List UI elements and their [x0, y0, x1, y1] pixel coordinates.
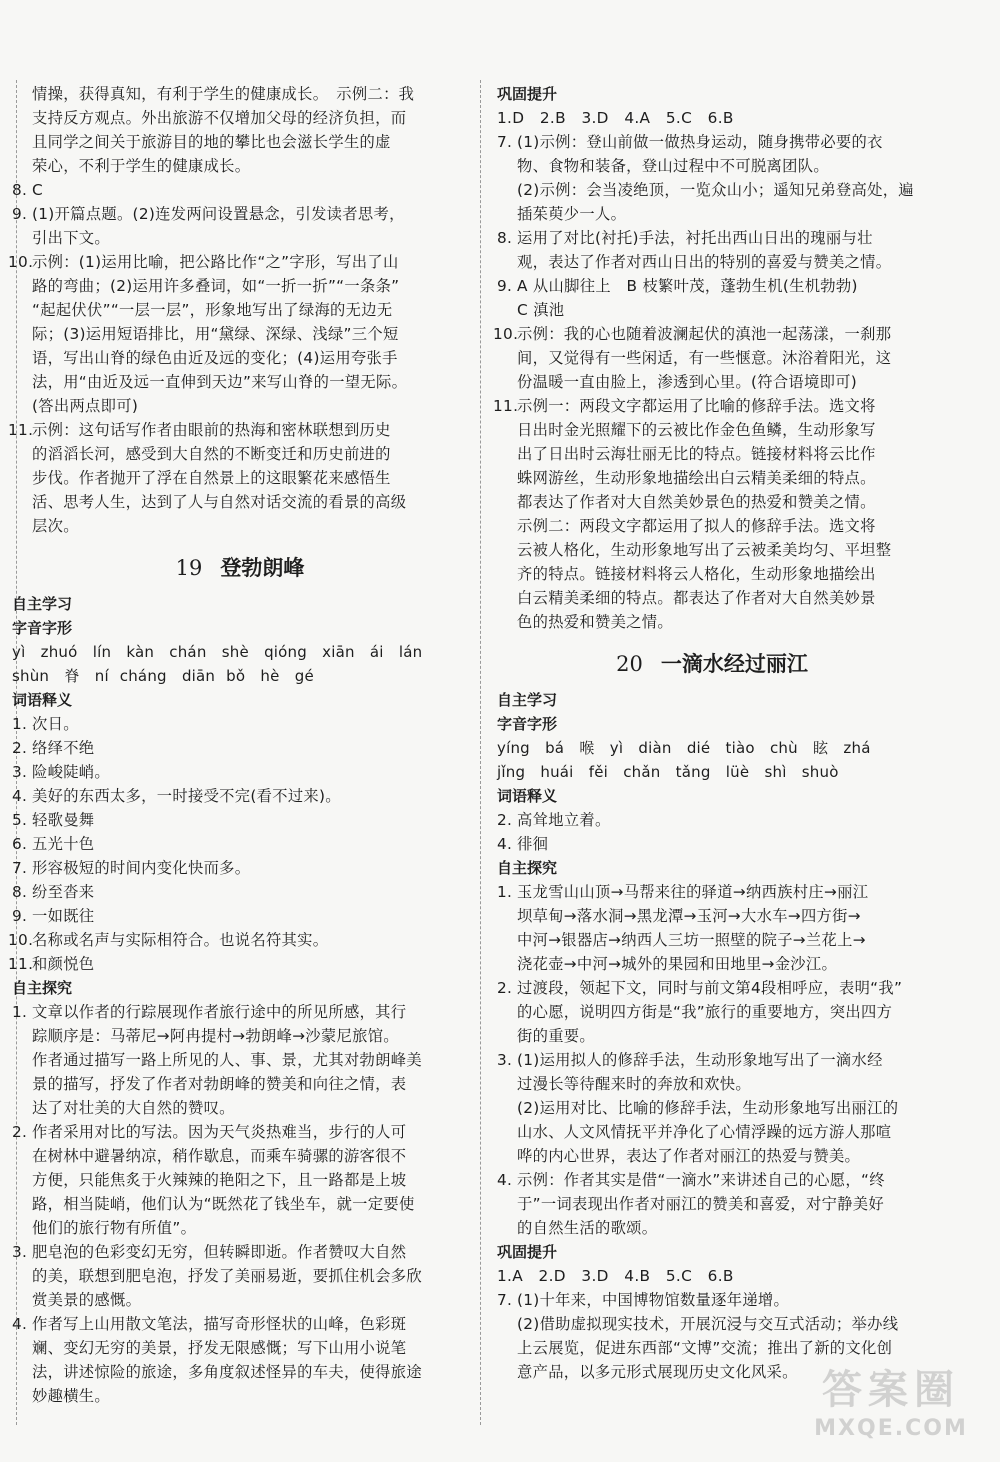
vocab-number: 4. — [12, 787, 28, 805]
exploration-line: 玉龙雪山山顶→马帮来往的驿道→纳西族村庄→丽江 — [517, 883, 869, 901]
answer-line: 示例一：两段文字都运用了比喻的修辞手法。选文将 — [517, 397, 876, 415]
exploration-line: 踪顺序是：马蒂尼→阿冉提村→勃朗峰→沙蒙尼旅馆。 — [32, 1027, 399, 1045]
answer-line: 活、思考人生，达到了人与自然对话交流的看景的高级 — [32, 493, 407, 511]
vocab-item — [12, 760, 468, 784]
exploration-number: 4. — [12, 1315, 28, 1333]
vocab-item — [8, 928, 468, 952]
answer-line: 层次。 — [32, 517, 79, 535]
section-title-text: 登勃朗峰 — [220, 555, 305, 580]
watermark-logo-text: 答案圈 — [822, 1367, 960, 1413]
heading-self-study: 自主学习 — [12, 595, 73, 613]
answer-line: 间，又觉得有一些闲适，有一些惬意。沐浴着阳光，这 — [517, 349, 892, 367]
exploration-line: 在树林中避暑纳凉，稍作歇息，而乘车骑骡的游客很不 — [32, 1147, 407, 1165]
intro-line-3: 且同学之间关于旅游目的地的攀比也会滋长学生的虚 — [32, 133, 391, 151]
exploration-item-1 — [497, 880, 927, 976]
answer-7 — [497, 130, 927, 226]
exploration-number: 3. — [497, 1051, 513, 1069]
exploration-line: 路，相当陡峭，他们认为“既然花了钱坐车，就一定要使 — [32, 1195, 415, 1213]
section-number: 20 — [616, 652, 643, 676]
watermark-site-text: MXQE.COM — [814, 1416, 968, 1441]
vocab-number: 2. — [497, 811, 513, 829]
answer-number: 7. — [497, 1291, 513, 1309]
answer-line: 运用了对比(衬托)手法，衬托出西山日出的瑰丽与壮 — [517, 229, 873, 247]
vocab-text: 形容极短的时间内变化快而多。 — [32, 859, 251, 877]
vocab-item — [8, 952, 468, 976]
answer-line: 引出下文。 — [32, 229, 110, 247]
answer-line: (1)十年来，中国博物馆数量逐年递增。 — [517, 1291, 790, 1309]
exploration-line: 他们的旅行物有所值”。 — [32, 1219, 197, 1237]
pinyin-line: jǐng huái fěi chǎn tǎng lüè shì shuò — [497, 763, 839, 781]
answer-line: (1)开篇点题。(2)连发两问设置悬念，引发读者思考， — [32, 205, 405, 223]
answer-number: 8. — [497, 229, 513, 247]
left-column — [8, 82, 468, 1408]
right-column — [493, 82, 927, 1384]
answer-9 — [12, 202, 468, 250]
answer-10 — [493, 322, 927, 394]
vocab-text: 次日。 — [32, 715, 79, 733]
answer-text: C — [32, 181, 43, 199]
answer-line: 观，表达了作者对西山日出的特别的喜爱与赞美之情。 — [517, 253, 892, 271]
exploration-item-1 — [12, 1000, 468, 1120]
heading-vocabulary: 词语释义 — [497, 787, 558, 805]
exploration-line: 坝草甸→落水洞→黑龙潭→玉河→大水车→四方街→ — [517, 907, 861, 925]
answer-8 — [12, 178, 468, 202]
vocab-number: 8. — [12, 883, 28, 901]
answer-line: 色的热爱和赞美之情。 — [517, 613, 673, 631]
vocab-number: 6. — [12, 835, 28, 853]
answer-line: 意产品，以多元形式展现历史文化风采。 — [517, 1363, 798, 1381]
vocab-number: 9. — [12, 907, 28, 925]
vocab-number: 7. — [12, 859, 28, 877]
answer-line: 都表达了作者对大自然美妙景色的热爱和赞美之情。 — [517, 493, 876, 511]
answer-line: 白云精美柔细的特点。都表达了作者对大自然美妙景 — [517, 589, 876, 607]
exploration-number: 4. — [497, 1171, 513, 1189]
vocab-item — [497, 808, 927, 832]
exploration-line: 作者采用对比的写法。因为天气炎热难当，步行的人可 — [32, 1123, 407, 1141]
vocab-item — [12, 880, 468, 904]
vocab-item — [12, 712, 468, 736]
section-20-title — [497, 644, 927, 684]
vocab-item — [12, 784, 468, 808]
answer-line: A 从山脚往上 B 枝繁叶茂，蓬勃生机(生机勃勃) — [517, 277, 858, 295]
exploration-line: 示例：作者其实是借“一滴水”来讲述自己的心愿，“终 — [517, 1171, 885, 1189]
heading-self-study: 自主学习 — [497, 691, 558, 709]
exploration-line: 的心愿，说明四方街是“我”旅行的重要地方，突出四方 — [517, 1003, 893, 1021]
exploration-number: 2. — [12, 1123, 28, 1141]
exploration-line: 景的描写，抒发了作者对勃朗峰的赞美和向往之情，表 — [32, 1075, 407, 1093]
exploration-number: 2. — [497, 979, 513, 997]
exploration-line: (2)运用对比、比喻的修辞手法，生动形象地写出丽江的 — [517, 1099, 899, 1117]
vocab-text: 轻歌曼舞 — [32, 811, 95, 829]
answer-line: (2)借助虚拟现实技术，开展沉浸与交互式活动；举办线 — [517, 1315, 899, 1333]
exploration-line: 赏美景的感慨。 — [32, 1291, 142, 1309]
vocab-item — [12, 856, 468, 880]
answer-number: 9. — [12, 205, 28, 223]
answer-number: 9. — [497, 277, 513, 295]
exploration-item-4 — [12, 1312, 468, 1408]
exploration-item-4 — [497, 1168, 927, 1240]
heading-exploration: 自主探究 — [497, 859, 558, 877]
section-19-title — [12, 548, 468, 588]
vocab-number: 11. — [8, 955, 34, 973]
answer-11 — [493, 394, 927, 634]
exploration-item-2 — [497, 976, 927, 1048]
answer-line: 际；(3)运用短语排比，用“黛绿、深绿、浅绿”三个短 — [32, 325, 399, 343]
exploration-item-2 — [12, 1120, 468, 1240]
exploration-line: 街的重要。 — [517, 1027, 595, 1045]
vocab-item — [12, 832, 468, 856]
answer-line: 插茱萸少一人。 — [517, 205, 627, 223]
exploration-line: 达了对壮美的大自然的赞叹。 — [32, 1099, 235, 1117]
answer-line: 的滔滔长河，感受到大自然的不断变迁和历史前进的 — [32, 445, 391, 463]
exploration-line: 哗的内心世界，表达了作者对丽江的热爱与赞美。 — [517, 1147, 861, 1165]
vocab-text: 高耸地立着。 — [517, 811, 611, 829]
exploration-line: 妙趣横生。 — [32, 1387, 110, 1405]
answer-line: (2)示例：会当凌绝顶，一览众山小；遥知兄弟登高处，遍 — [517, 181, 914, 199]
pinyin-line: yíng bá 喉 yì diàn dié tiào chù 眩 zhá — [497, 739, 871, 757]
exploration-item-3 — [497, 1048, 927, 1168]
exploration-line: 斓、变幻无穷的美景，抒发无限感慨；写下山用小说笔 — [32, 1339, 407, 1357]
vocab-text: 五光十色 — [32, 835, 95, 853]
answer-line: 齐的特点。链接材料将云人格化，生动形象地描绘出 — [517, 565, 876, 583]
exploration-line: 肥皂泡的色彩变幻无穷，但转瞬即逝。作者赞叹大自然 — [32, 1243, 407, 1261]
answer-line: C 滇池 — [517, 301, 565, 319]
choice-answers: 1.D 2.B 3.D 4.A 5.C 6.B — [497, 109, 734, 127]
exploration-line: 的美，联想到肥皂泡，抒发了美丽易逝，要抓住机会多欣 — [32, 1267, 422, 1285]
answer-line: “起起伏伏”“一层一层”，形象地写出了绿海的无边无 — [32, 301, 393, 319]
exploration-line: 法，讲述惊险的旅途，多角度叙述怪异的车夫，使得旅途 — [32, 1363, 422, 1381]
vocab-text: 徘徊 — [517, 835, 549, 853]
vocab-number: 4. — [497, 835, 513, 853]
answer-line: 示例二：两段文字都运用了拟人的修辞手法。选文将 — [517, 517, 876, 535]
vocab-text: 一如既往 — [32, 907, 95, 925]
vocab-text: 和颜悦色 — [32, 955, 95, 973]
intro-line-4: 荣心，不利于学生的健康成长。 — [32, 157, 251, 175]
answer-line: 步伐。作者抛开了浮在自然景上的这眼繁花来感悟生 — [32, 469, 391, 487]
vocab-text: 险峻陡峭。 — [32, 763, 110, 781]
vocab-item — [497, 832, 927, 856]
intro-line-1: 情操，获得真知，有利于学生的健康成长。 示例二：我 — [32, 85, 415, 103]
heading-pronunciation: 字音字形 — [497, 715, 558, 733]
answer-line: 示例：我的心也随着波澜起伏的滇池一起荡漾，一刹那 — [517, 325, 892, 343]
answer-line: 份温暖一直由脸上，渗透到心里。(符合语境即可) — [517, 373, 858, 391]
exploration-line: 的自然生活的歌颂。 — [517, 1219, 658, 1237]
answer-line: (答出两点即可) — [32, 397, 139, 415]
answer-10 — [8, 250, 468, 418]
exploration-number: 1. — [12, 1003, 28, 1021]
exploration-number: 1. — [497, 883, 513, 901]
answer-number: 8. — [12, 181, 28, 199]
exploration-number: 3. — [12, 1243, 28, 1261]
vocab-item — [12, 808, 468, 832]
answer-line: 云被人格化，生动形象地写出了云被柔美均匀、平坦整 — [517, 541, 892, 559]
answer-line: 物、食物和装备，登山过程中不可脱离团队。 — [517, 157, 829, 175]
vocab-item — [12, 736, 468, 760]
answer-line: 日出时金光照耀下的云被比作金色鱼鳞，生动形象写 — [517, 421, 876, 439]
pinyin-line: shùn 脊 ní cháng diān bǒ hè gé — [12, 667, 314, 685]
exploration-line: 中河→银器店→纳西人三坊一照壁的院子→兰花上→ — [517, 931, 866, 949]
exploration-line: 方便，只能焦炙于火辣辣的艳阳之下，且一路都是上坡 — [32, 1171, 407, 1189]
heading-consolidation: 巩固提升 — [497, 85, 558, 103]
answer-8 — [497, 226, 927, 274]
answer-line: (1)示例：登山前做一做热身运动，随身携带必要的衣 — [517, 133, 883, 151]
column-divider — [480, 80, 481, 1425]
answer-line: 示例：这句话写作者由眼前的热海和密林联想到历史 — [32, 421, 391, 439]
exploration-line: 浇花壶→中河→城外的果园和田地里→金沙江。 — [517, 955, 838, 973]
answer-line: 路的弯曲；(2)运用许多叠词，如“一折一折”“一条条” — [32, 277, 400, 295]
exploration-item-3 — [12, 1240, 468, 1312]
answer-number: 11. — [493, 397, 519, 415]
section-number: 19 — [175, 556, 203, 580]
intro-line-2: 支持反方观点。外出旅游不仅增加父母的经济负担，而 — [32, 109, 407, 127]
heading-vocabulary: 词语释义 — [12, 691, 73, 709]
answer-line: 示例：(1)运用比喻，把公路比作“之”字形，写出了山 — [32, 253, 399, 271]
exploration-line: 作者写上山用散文笔法，描写奇形怪状的山峰，色彩斑 — [32, 1315, 407, 1333]
answer-number: 10. — [8, 253, 34, 271]
vocab-number: 5. — [12, 811, 28, 829]
exploration-line: 于”一词表现出作者对丽江的赞美和喜爱，对宁静美好 — [517, 1195, 884, 1213]
vocab-text: 络绎不绝 — [32, 739, 95, 757]
vocab-item — [12, 904, 468, 928]
exploration-line: (1)运用拟人的修辞手法，生动形象地写出了一滴水经 — [517, 1051, 883, 1069]
heading-pronunciation: 字音字形 — [12, 619, 73, 637]
vocab-number: 10. — [8, 931, 34, 949]
answer-line: 上云展览，促进东西部“文博”交流；推出了新的文化创 — [517, 1339, 893, 1357]
answer-line: 法，用“由近及远一直伸到天边”来写山脊的一望无际。 — [32, 373, 408, 391]
answer-number: 7. — [497, 133, 513, 151]
answer-11 — [8, 418, 468, 538]
answer-line: 蛛网游丝，生动形象地描绘出白云精美柔细的特点。 — [517, 469, 876, 487]
exploration-line: 作者通过描写一路上所见的人、事、景，尤其对勃朗峰美 — [32, 1051, 422, 1069]
pinyin-line: yì zhuó lín kàn chán shè qióng xiān ái lán — [12, 643, 423, 661]
choice-answers: 1.A 2.D 3.D 4.B 5.C 6.B — [497, 1267, 734, 1285]
exploration-line: 过漫长等待醒来时的奔放和欢快。 — [517, 1075, 751, 1093]
vocab-text: 名称或名声与实际相符合。也说名符其实。 — [32, 931, 329, 949]
vocab-text: 美好的东西太多，一时接受不完(看不过来)。 — [32, 787, 341, 805]
vocab-number: 1. — [12, 715, 28, 733]
heading-consolidation: 巩固提升 — [497, 1243, 558, 1261]
answer-number: 11. — [8, 421, 34, 439]
watermark-logo — [796, 1364, 986, 1454]
answer-number: 10. — [493, 325, 519, 343]
answer-9 — [497, 274, 927, 322]
vocab-number: 2. — [12, 739, 28, 757]
answer-line: 出了日出时云海壮丽无比的特点。链接材料将云比作 — [517, 445, 876, 463]
heading-exploration: 自主探究 — [12, 979, 73, 997]
section-title-text: 一滴水经过丽江 — [660, 651, 808, 676]
exploration-line: 过渡段，领起下文，同时与前文第4段相呼应，表明“我” — [517, 979, 903, 997]
answer-line: 语，写出山脊的绿色由近及远的变化；(4)运用夸张手 — [32, 349, 398, 367]
vocab-number: 3. — [12, 763, 28, 781]
exploration-line: 山水、人文风情抚平并净化了心情浮躁的远方游人那喧 — [517, 1123, 892, 1141]
vocab-text: 纷至沓来 — [32, 883, 95, 901]
exploration-line: 文章以作者的行踪展现作者旅行途中的所见所感，其行 — [32, 1003, 407, 1021]
